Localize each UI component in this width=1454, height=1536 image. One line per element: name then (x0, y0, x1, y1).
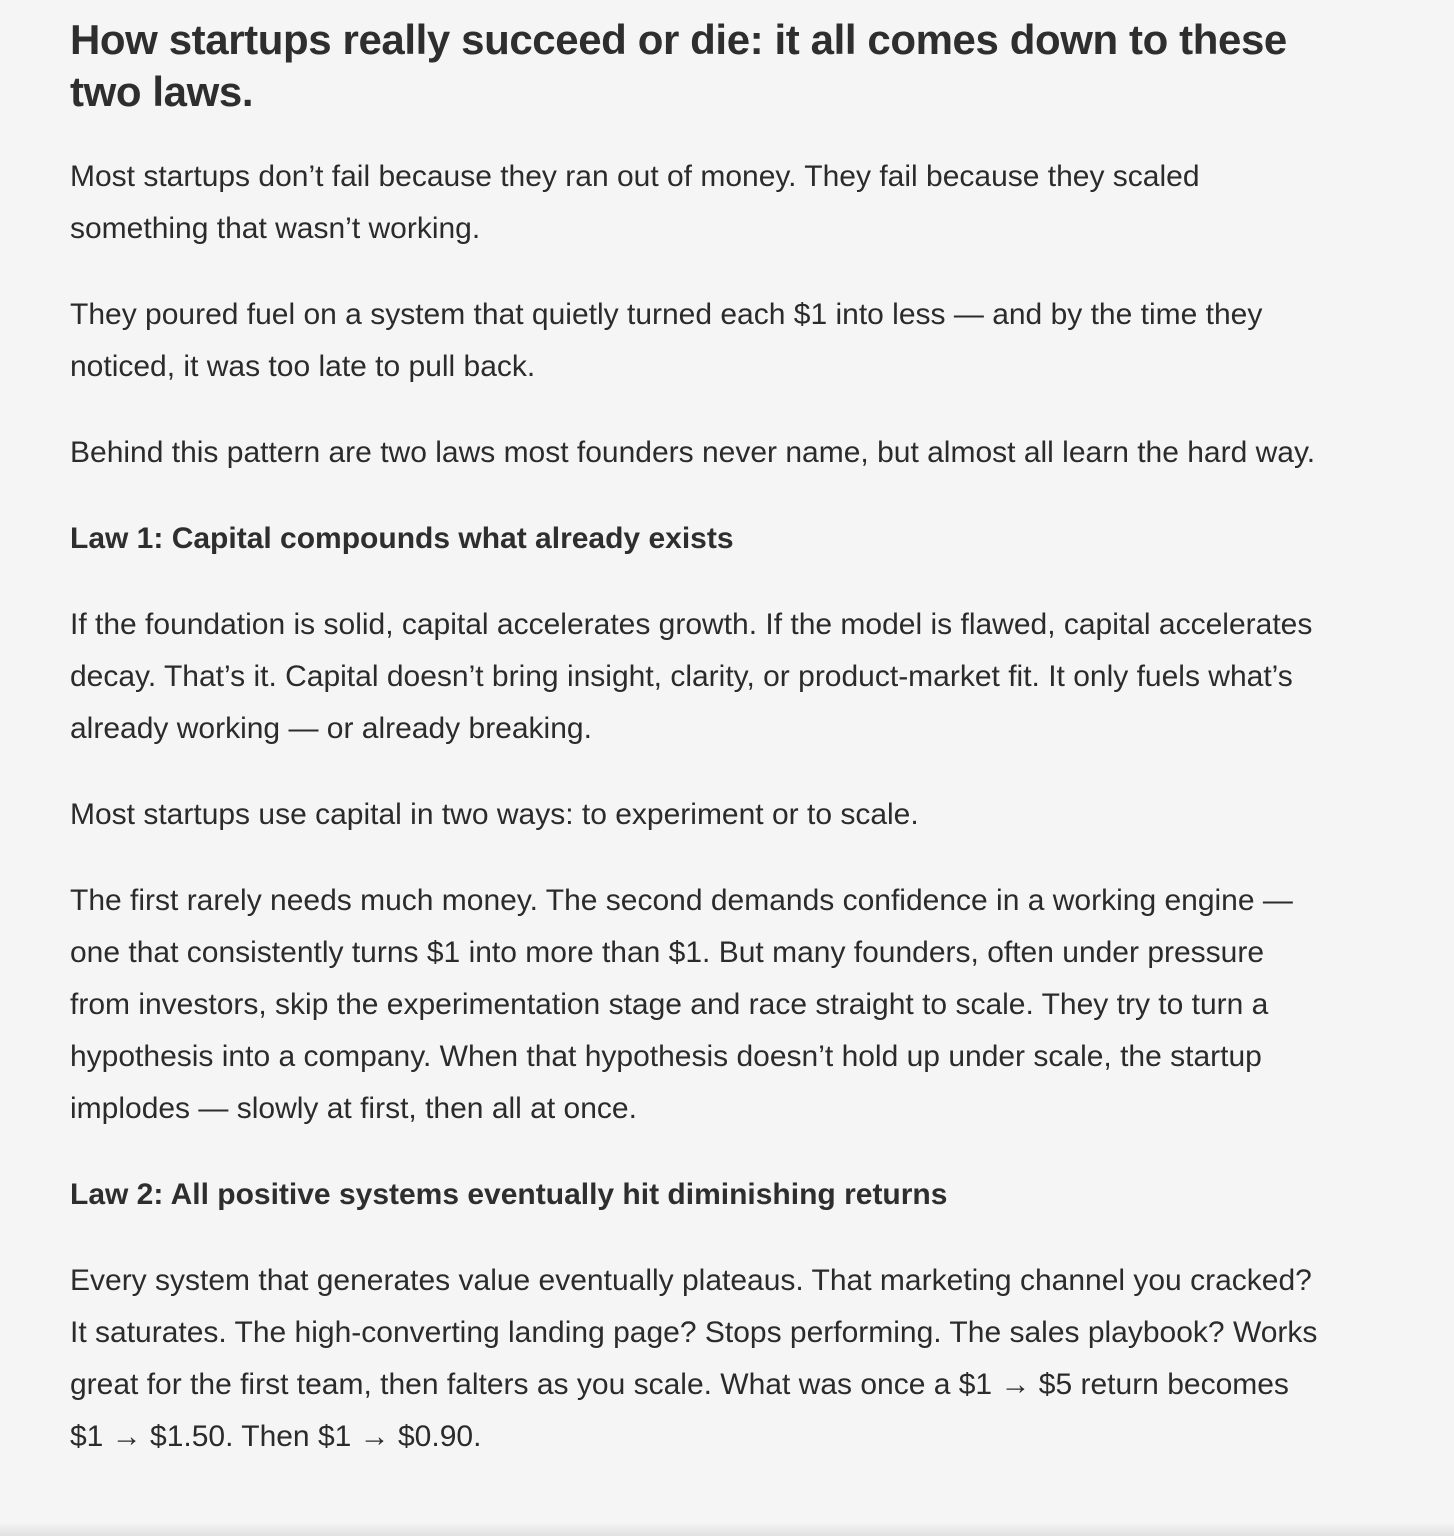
paragraph-experiment-vs-scale: The first rarely needs much money. The second demands confidence in a working engine — one that consistently turns $1 into more than $1. But many founders, often under pressure from investors, skip the experimentation stage and race straight to scale. They try to turn a hypothesis into a company. When that hypothesis doesn’t hold up under scale, the startup implodes — slowly at first, then all at once. (70, 884, 1293, 1125)
paragraph-capital-uses: Most startups use capital in two ways: to experiment or to scale. (70, 798, 919, 831)
law-1-heading: Law 1: Capital compounds what already exists (70, 522, 734, 555)
paragraph-fuel: They poured fuel on a system that quietly turned each $1 into less — and by the time they noticed, it was too late to pull back. (70, 298, 1263, 383)
article-title: How startups really succeed or die: it all comes down to these two laws. (70, 16, 1287, 115)
paragraph-law-2: Every system that generates value eventually plateaus. That marketing channel you cracked? It saturates. The high-converting landing page? Stops performing. The sales playbook? Works great for the first team, then falters as you scale. What was once a $1 → $5 return becomes $1 → $1.50. Then $1 → $0.90. (70, 1264, 1318, 1453)
law-2-heading: Law 2: All positive systems eventually hit diminishing returns (70, 1178, 948, 1211)
bottom-edge-shadow (0, 1522, 1454, 1536)
paragraph-law-1: If the foundation is solid, capital accelerates growth. If the model is flawed, capital accelerates decay. That’s it. Capital doesn’t bring insight, clarity, or product-market fit. It only fuels what’s already working — or already breaking. (70, 608, 1313, 745)
paragraph-two-laws: Behind this pattern are two laws most founders never name, but almost all learn the hard way. (70, 436, 1316, 469)
article (70, 14, 1330, 1463)
paragraph-intro: Most startups don’t fail because they ran out of money. They fail because they scaled something that wasn’t working. (70, 160, 1200, 245)
